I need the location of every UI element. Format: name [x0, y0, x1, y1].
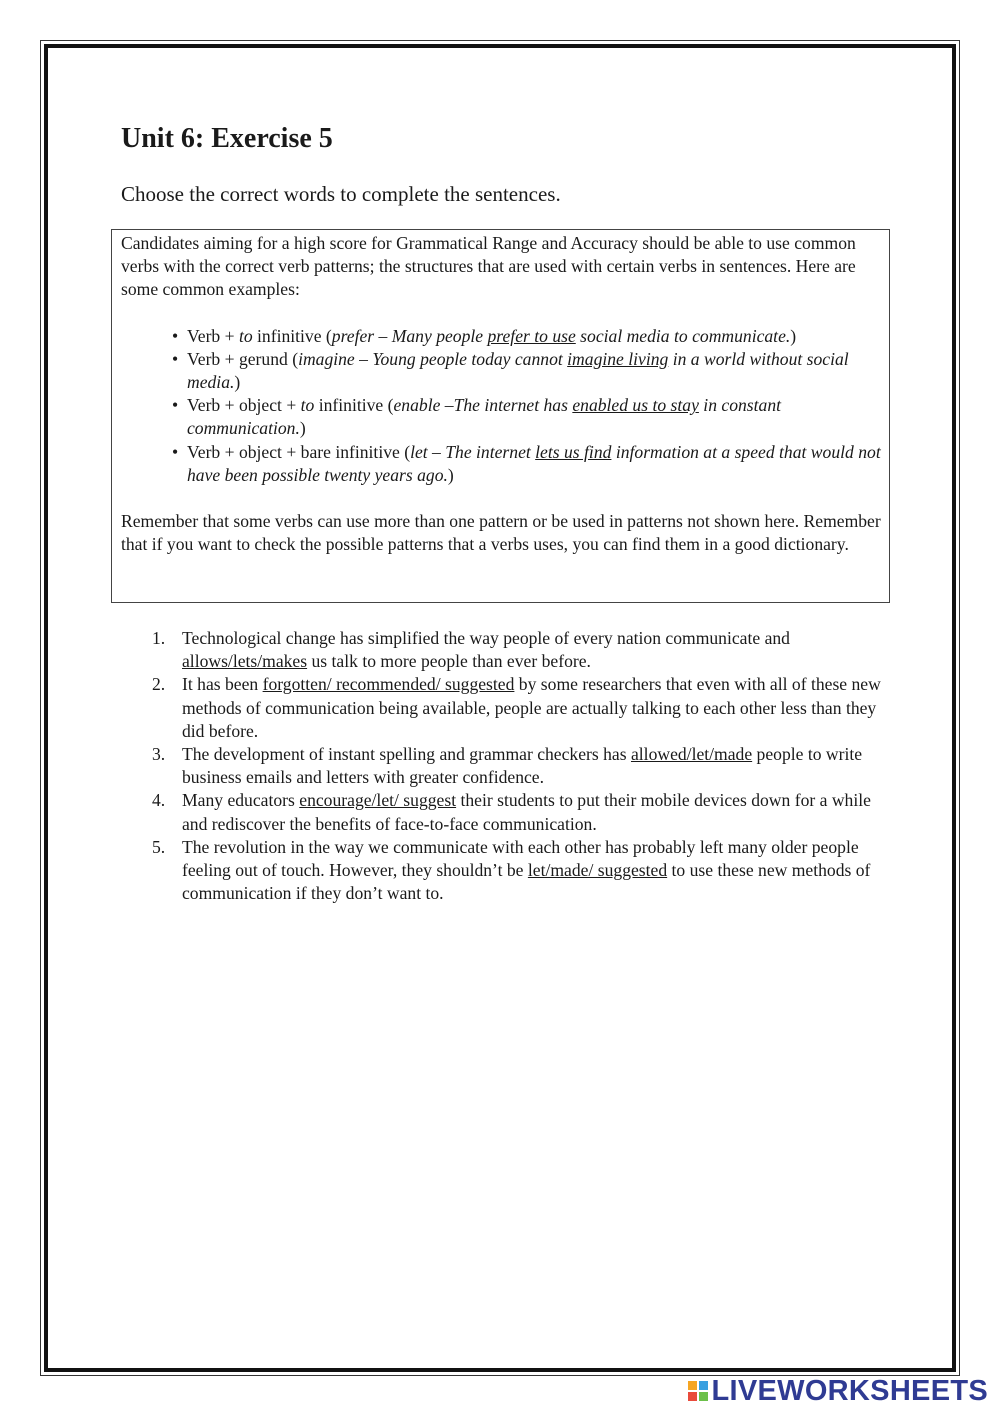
question-text: Technological change has simplified the way people of every nation communicate and: [182, 628, 790, 648]
question-item: [121, 627, 891, 673]
question-text: It has been: [182, 674, 263, 695]
question-text: The revolution in the way we communicate with each other has probably left many older people feeling out of touch. However, they shouldn’t be: [182, 836, 859, 881]
pattern-label: Verb + gerund (: [187, 348, 299, 369]
logo-cube: [699, 1392, 708, 1401]
pattern-label: infinitive (: [252, 325, 332, 346]
question-number: 1.: [152, 628, 166, 648]
verb-pattern-item: [172, 325, 881, 348]
question-text: to use these new methods of communication if they don’t want to.: [182, 860, 871, 904]
question-item: [121, 673, 891, 743]
pattern-label: infinitive (: [314, 395, 394, 416]
question-list: [121, 627, 891, 905]
logo-text: LIVEWORKSHEETS: [711, 1374, 988, 1407]
closing-paren: ): [447, 464, 454, 485]
question-number: 3.: [152, 744, 166, 765]
logo-cube: [688, 1392, 697, 1401]
logo-cube: [699, 1381, 708, 1390]
question-item: [121, 789, 891, 835]
closing-paren: ): [234, 372, 241, 393]
answer-choice[interactable]: encourage/let/ suggest: [299, 790, 457, 811]
instruction-text: Choose the correct words to complete the sentences.: [121, 182, 561, 206]
answer-choice[interactable]: forgotten/ recommended/ suggested: [262, 674, 515, 695]
answer-choice[interactable]: allows/lets/makes: [182, 651, 308, 672]
example-underlined: imagine living: [567, 348, 669, 369]
pattern-label: Verb +: [187, 325, 239, 346]
page-title: Unit 6: Exercise 5: [121, 123, 333, 154]
question-number: 2.: [152, 674, 166, 695]
question-text: their students to put their mobile devices down for a while and rediscover the benefits of face-to-face communication.: [182, 790, 871, 834]
example-text: social media to communicate.: [575, 325, 791, 346]
pattern-to: to: [300, 395, 315, 416]
example-text: in constant communication.: [187, 395, 782, 439]
info-intro: Candidates aiming for a high score for Grammatical Range and Accuracy should be able to use common verbs with the correct verb patterns; the structures that are used with certain verbs in sentences. Here are some common examples:: [121, 233, 856, 300]
verb-pattern-item: [172, 348, 881, 394]
example-text: in a world without social media.: [187, 348, 849, 393]
verb-pattern-item: [172, 441, 881, 487]
question-number: 4.: [152, 790, 166, 811]
closing-paren: ): [299, 418, 306, 439]
example-underlined: enabled us to stay: [572, 395, 699, 416]
verb-pattern-list: [121, 325, 881, 487]
logo-cubes-icon: [688, 1381, 708, 1401]
question-item: [121, 836, 891, 906]
answer-choice[interactable]: let/made/ suggested: [527, 860, 668, 881]
example-underlined: prefer to use: [487, 325, 576, 346]
example-text: let – The internet: [410, 441, 536, 462]
example-text: enable –The internet has: [393, 395, 573, 416]
question-number: 5.: [152, 836, 166, 857]
question-text: Many educators: [182, 790, 300, 811]
verb-pattern-item: [172, 394, 881, 440]
example-underlined: lets us find: [535, 441, 612, 462]
answer-choice[interactable]: allowed/let/made: [630, 744, 753, 765]
logo-cube: [688, 1381, 697, 1390]
pattern-label: Verb + object + bare infinitive (: [187, 441, 411, 462]
question-text: by some researchers that even with all of these new methods of communication being available, people are actually talking to each other less than they did before.: [182, 674, 881, 741]
liveworksheets-logo[interactable]: [688, 1374, 989, 1408]
pattern-label: Verb + object +: [187, 395, 301, 416]
question-text: people to write business emails and letters with greater confidence.: [182, 744, 863, 788]
closing-paren: ): [790, 325, 797, 346]
grammar-info-box: [111, 229, 890, 603]
pattern-to: to: [238, 325, 253, 346]
example-text: imagine – Young people today cannot: [298, 348, 568, 369]
example-text: information at a speed that would not have been possible twenty years ago.: [187, 441, 881, 485]
example-text: prefer – Many people: [331, 325, 488, 346]
info-outro: Remember that some verbs can use more than one pattern or be used in patterns not shown here. Remember that if you want to check the possible patterns that a verbs uses, you can find them in a good dictionary.: [121, 511, 881, 555]
question-item: [121, 743, 891, 789]
question-text: us talk to more people than ever before.: [307, 651, 591, 672]
question-text: The development of instant spelling and grammar checkers has: [182, 744, 631, 765]
